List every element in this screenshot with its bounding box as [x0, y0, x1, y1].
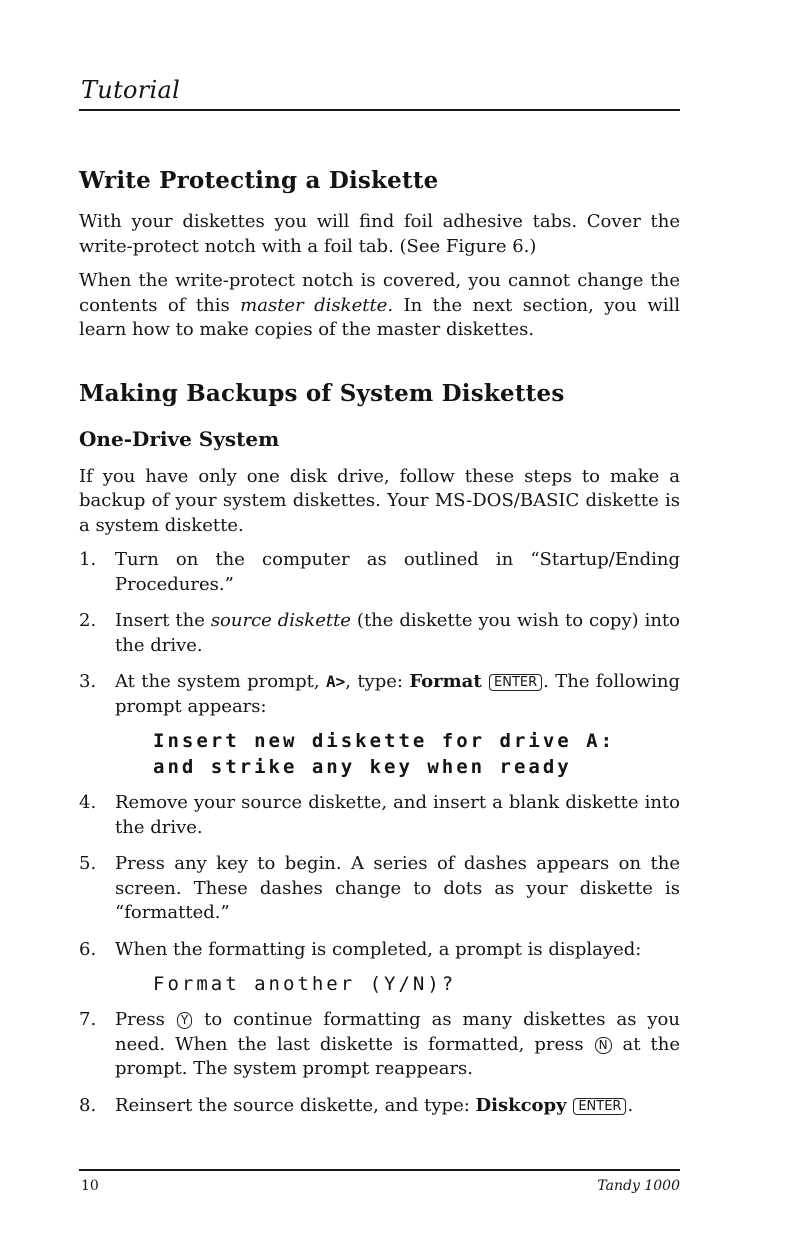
list-item: 8. Reinsert the source diskette, and type: Diskcopy ENTER . [79, 1094, 680, 1119]
step-number: 4. [79, 792, 97, 813]
step-number: 1. [79, 549, 97, 570]
footer-rule [79, 1169, 680, 1171]
paragraph: With your diskettes you will find foil adhesive tabs. Cover the write-protect notch with a foil tab. (See Figure 6.) [79, 211, 680, 257]
list-item: 2. Insert the source diskette (the diskette you wish to copy) into the drive. [79, 610, 681, 656]
paragraph: If you have only one disk drive, follow these steps to make a backup of your system diskettes. Your MS-DOS/BASIC diskette is a system diskette. [79, 465, 680, 536]
list-item: 5. Press any key to begin. A series of dashes appears on the screen. These dashes change to dots as your diskette is “formatted.” [79, 853, 680, 923]
screen-prompt-line: Format another (Y/N)? [153, 973, 457, 995]
enter-key-icon: ENTER [573, 1098, 626, 1115]
step-number: 7. [79, 1009, 97, 1030]
screen-prompt-line: Insert new diskette for drive A: [153, 730, 616, 752]
step-number: 3. [79, 671, 97, 692]
list-item: 1. Turn on the computer as outlined in “Startup/Ending Procedures.” [79, 549, 680, 595]
y-key-icon: Y [177, 1012, 192, 1029]
section-heading-write-protect: Write Protecting a Diskette [79, 167, 439, 194]
system-prompt: A> [325, 672, 346, 691]
header-rule [79, 109, 680, 111]
page-body [79, 166, 680, 1130]
running-footer: Tandy 1000 [597, 1178, 680, 1194]
list-item: 6. When the formatting is completed, a prompt is displayed: Format another (Y/N)? [79, 938, 680, 997]
list-item: 4. Remove your source diskette, and insert a blank diskette into the drive. [79, 792, 680, 838]
step-number: 2. [79, 610, 97, 631]
step-number: 8. [79, 1094, 97, 1116]
page-number: 10 [81, 1178, 99, 1194]
subsection-heading-one-drive: One-Drive System [79, 426, 280, 451]
step-number: 6. [79, 938, 97, 960]
list-item: 3. At the system prompt, A>, type: Format ENTER . The following prompt appears: Insert new diskette for drive A: and strike any key when ready [79, 671, 681, 778]
step-number: 5. [79, 853, 97, 874]
section-heading-backups: Making Backups of System Diskettes [79, 379, 565, 407]
n-key-icon: N [595, 1037, 612, 1054]
emphasis: master diskette. [240, 294, 394, 316]
command: Format [409, 671, 482, 692]
list-item: 7. Press Y to continue formatting as many diskettes as you need. When the last diskette is formatted, press N at the prompt. The system prompt reappears. [79, 1009, 680, 1079]
paragraph: When the write-protect notch is covered, you cannot change the contents of this master diskette. In the next section, you will learn how to make copies of the master diskettes. [79, 270, 680, 340]
enter-key-icon: ENTER [489, 674, 542, 691]
command: Diskcopy [475, 1094, 567, 1116]
screen-prompt-line: and strike any key when ready [153, 756, 572, 778]
emphasis: source diskette [210, 610, 351, 631]
running-header: Tutorial [81, 76, 181, 104]
steps-list [79, 548, 680, 1118]
